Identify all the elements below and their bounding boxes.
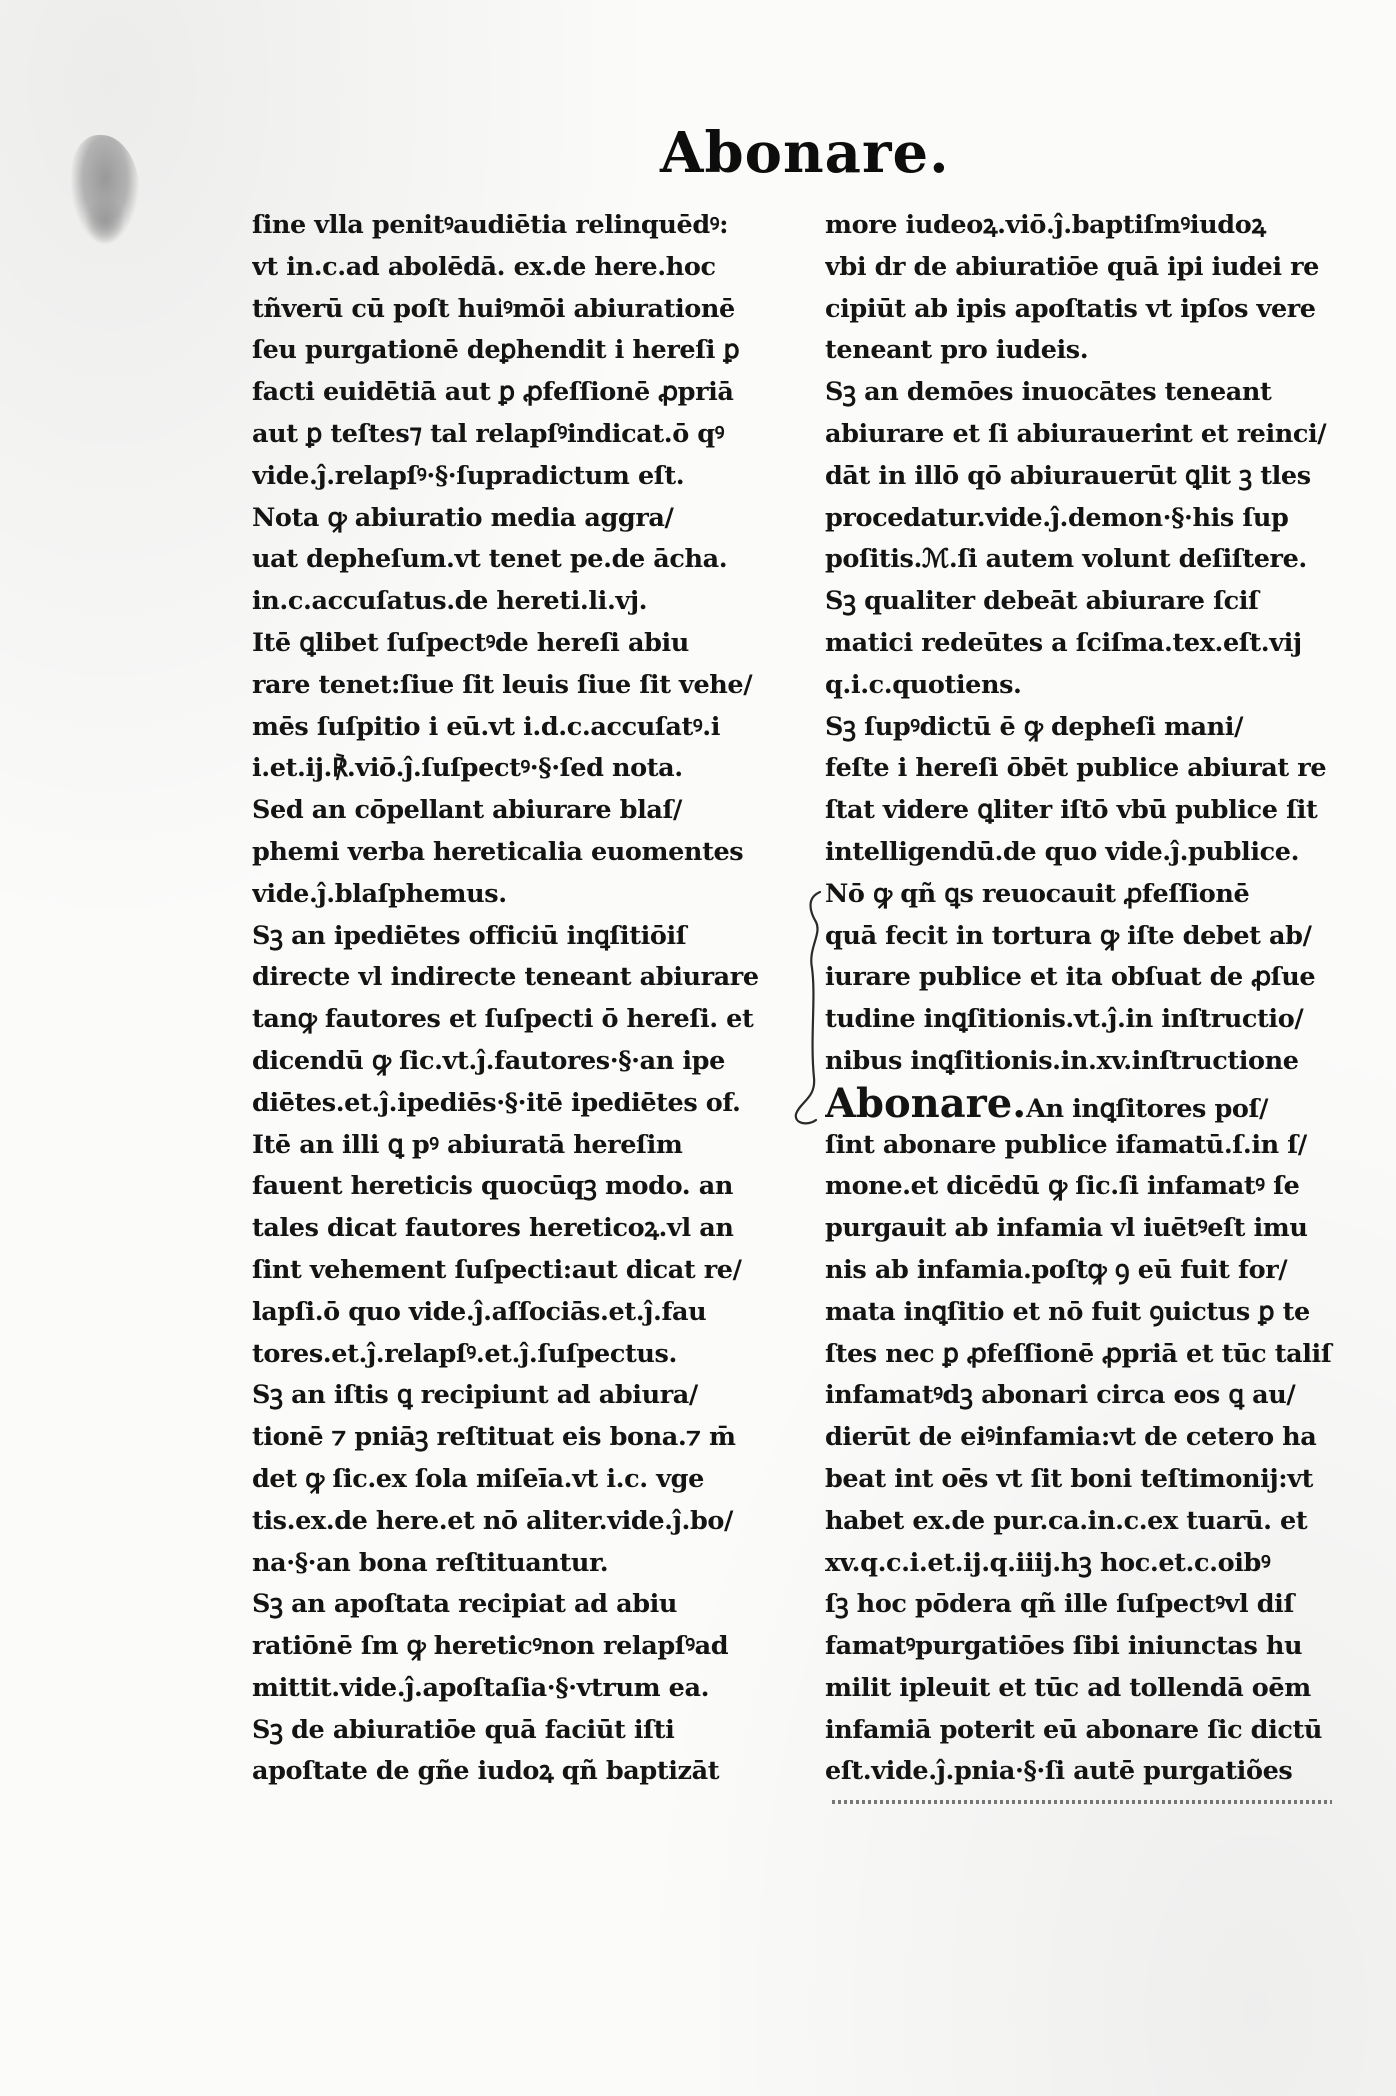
text-line: ſꝫ hoc pōdera qñ ille ſuſpectꝰvl diſ	[825, 1589, 1295, 1620]
text-line: tionē ⁊ pniāꝫ reſtituat eis bona.⁊ m̄	[252, 1422, 736, 1453]
text-line: apoſtate de gñe iudoꝝ qñ baptizāt	[252, 1756, 720, 1787]
text-line: mittit.vide.ĵ.apoſtaſia·§·vtrum ea.	[252, 1672, 710, 1703]
text-line: nis ab infamia.poſtꝙ ꝯ eū fuit for/	[825, 1254, 1288, 1285]
text-line: vide.ĵ.blaſphemus.	[252, 878, 507, 909]
inline-heading: Abonare.	[825, 1082, 1027, 1125]
text-line: mone.et dicēdū ꝙ ſic.ſi infamatꝰ ſe	[825, 1171, 1300, 1202]
text-line: purgauit ab infamia vl iuētꝰeſt imu	[825, 1213, 1308, 1244]
text-line: na·§·an bona reſtituantur.	[252, 1547, 609, 1578]
text-line: teneant pro iudeis.	[825, 335, 1089, 366]
text-line: mata inꝗſitio et nō fuit ꝯuictus ꝑ te	[825, 1296, 1310, 1327]
text-line: tales dicat fautores hereticoꝝ.vl an	[252, 1213, 734, 1244]
text-line: quā fecit in tortura ꝙ iſte debet ab/	[825, 920, 1312, 951]
text-line: rare tenet:ſiue ſit leuis ſiue ſit vehe/	[252, 669, 753, 700]
text-line: abiurare et ſi abiurauerint et reinci/	[825, 418, 1327, 449]
text-line: mēs ſuſpitio i eū.vt i.d.c.accuſatꝰ.i	[252, 711, 721, 742]
text-line: vide.ĵ.relapſꝰ·§·ſupradictum eſt.	[252, 460, 685, 491]
text-line: vbi dr de abiuratiōe quā ipi iudei re	[825, 251, 1319, 282]
text-line: vt in.c.ad abolēdā. ex.de here.hoc	[252, 251, 716, 282]
text-line: facti euidētiā aut ꝑ ꝓfeſſionē ꝓpriā	[252, 377, 734, 408]
text-line: ſtat videre ꝗliter iſtō vbū publice ſit	[825, 795, 1318, 826]
text-line: feſte i hereſi ōbēt publice abiurat re	[825, 753, 1327, 784]
text-line: Sꝫ an demōes inuocātes teneant	[825, 377, 1272, 408]
text-line: Sꝫ an iſtis ꝗ recipiunt ad abiura/	[252, 1380, 698, 1411]
text-line: famatꝰpurgatiōes ſibi iniunctas hu	[825, 1631, 1303, 1662]
text-line: ſine vlla penitꝰaudiētia relinquēdꝰ:	[252, 210, 729, 240]
text-line: diētes.et.ĵ.ipediēs·§·itē ipediētes of.	[252, 1087, 741, 1118]
text-line: phemi verba hereticalia euomentes	[252, 836, 744, 867]
text-line: ſtes nec ꝑ ꝓfeſſionē ꝓpriā et tūc taliſ	[825, 1338, 1332, 1369]
text-line: tudine inꝗſitionis.vt.ĵ.in inſtructio/	[825, 1004, 1304, 1035]
text-line: eſt.vide.ĵ.pnia·§·ſi autē purgatiões	[825, 1756, 1293, 1787]
ink-stain-small	[85, 195, 125, 245]
text-line: in.c.accuſatus.de hereti.li.vj.	[252, 586, 648, 617]
text-line: Itē an illi ꝗ pꝰ abiuratā hereſim	[252, 1129, 683, 1160]
text-line: infamiā poterit eū abonare ſic dictū	[825, 1714, 1323, 1745]
text-line: det ꝙ ſic.ex ſola miſeīa.vt i.c. vge	[252, 1463, 704, 1494]
text-line: aut ꝑ teſtes⁊ tal relapſꝰindicat.ō qꝰ	[252, 418, 725, 449]
text-line: tis.ex.de here.et nō aliter.vide.ĵ.bo/	[252, 1505, 733, 1536]
right-column	[825, 205, 1335, 1793]
text-line: Sꝫ de abiuratiōe quā faciūt iſti	[252, 1714, 675, 1745]
text-line: directe vl indirecte teneant abiurare	[252, 962, 759, 993]
text-line: nibus inꝗſitionis.in.xv.inſtructione	[825, 1045, 1299, 1076]
text-line: iurare publice et ita obſuat de ꝓſue	[825, 962, 1316, 993]
text-line: q.i.c.quotiens.	[825, 669, 1022, 700]
text-line: uat depheſum.vt tenet pe.de ācha.	[252, 544, 728, 575]
text-line: infamatꝰdꝫ abonari circa eos ꝗ au/	[825, 1380, 1296, 1411]
text-line: Nota ꝙ abiuratio media aggra/	[252, 502, 674, 533]
text-line: procedatur.vide.ĵ.demon·§·his ſup	[825, 502, 1289, 533]
text-line: matici redeūtes a ſciſma.tex.eſt.vij	[825, 627, 1302, 658]
text-line: more iudeoꝝ.viō.ĵ.baptiſmꝰiudoꝝ	[825, 210, 1266, 240]
text-line: xv.q.c.i.et.ij.q.iiij.hꝫ hoc.et.c.oibꝰ	[825, 1547, 1271, 1578]
text-line: tñverū cū poſt huiꝰmōi abiurationē	[252, 293, 735, 324]
text-line: Sꝫ qualiter debeāt abiurare ſciſ	[825, 586, 1259, 617]
text-line: ſint abonare publice ifamatū.ſ.in ſ/	[825, 1129, 1307, 1160]
text-line: Sꝫ an ipediētes officiū inꝗſitiōiſ	[252, 920, 687, 951]
column-bottom-rule	[832, 1800, 1332, 1804]
text-line: ratiōnē ſm ꝙ hereticꝰnon relapſꝰad	[252, 1631, 729, 1662]
text-line: Sed an cōpellant abiurare blaſ/	[252, 795, 682, 826]
text-line: dicendū ꝙ ſic.vt.ĵ.fautores·§·an ipe	[252, 1045, 725, 1076]
text-line: habet ex.de pur.ca.in.c.ex tuarū. et	[825, 1505, 1308, 1536]
marginal-bracket-mark	[786, 888, 834, 1128]
inline-heading-line	[825, 1083, 1335, 1125]
text-line: i.et.ij.℟.viō.ĵ.ſuſpectꝰ·§·ſed nota.	[252, 753, 683, 784]
text-line: ſint vehement ſuſpecti:aut dicat re/	[252, 1254, 742, 1285]
text-line: poſitis.ℳ.ſi autem volunt deſiſtere.	[825, 544, 1307, 575]
text-line: tanꝙ fautores et ſuſpecti ō hereſi. et	[252, 1004, 754, 1035]
text-line: Sꝫ an apoſtata recipiat ad abiu	[252, 1589, 678, 1620]
text-line: tores.et.ĵ.relapſꝰ.et.ĵ.ſuſpectus.	[252, 1338, 677, 1369]
left-column	[252, 205, 764, 1793]
page-heading: Abonare.	[660, 120, 950, 186]
text-line: intelligendū.de quo vide.ĵ.publice.	[825, 836, 1300, 867]
text-line: Nō ꝙ qñ ꝗs reuocauit ꝓfeſſionē	[825, 878, 1250, 909]
text-line: lapſi.ō quo vide.ĵ.aſſociās.et.ĵ.fau	[252, 1296, 707, 1327]
text-line: cipiūt ab ipis apoſtatis vt ipſos vere	[825, 293, 1316, 324]
text-line: beat int oēs vt ſit boni teſtimonij:vt	[825, 1463, 1314, 1494]
text-line: dāt in illō qō abiurauerūt ꝗlit ꝫ tles	[825, 460, 1311, 491]
text-line: dierūt de eiꝰinfamia:vt de cetero ha	[825, 1422, 1317, 1453]
inline-heading-text: An inꝗſitores poſ/	[1026, 1093, 1269, 1124]
text-line: milit ipleuit et tūc ad tollendā oēm	[825, 1672, 1311, 1703]
text-line: Itē ꝗlibet ſuſpectꝰde hereſi abiu	[252, 627, 689, 658]
text-line: ſeu purgationē deꝑhendit i hereſi ꝑ	[252, 335, 740, 366]
text-line: Sꝫ ſupꝰdictū ē ꝙ depheſi mani/	[825, 711, 1244, 742]
text-line: fauent hereticis quocūqꝫ modo. an	[252, 1171, 733, 1202]
